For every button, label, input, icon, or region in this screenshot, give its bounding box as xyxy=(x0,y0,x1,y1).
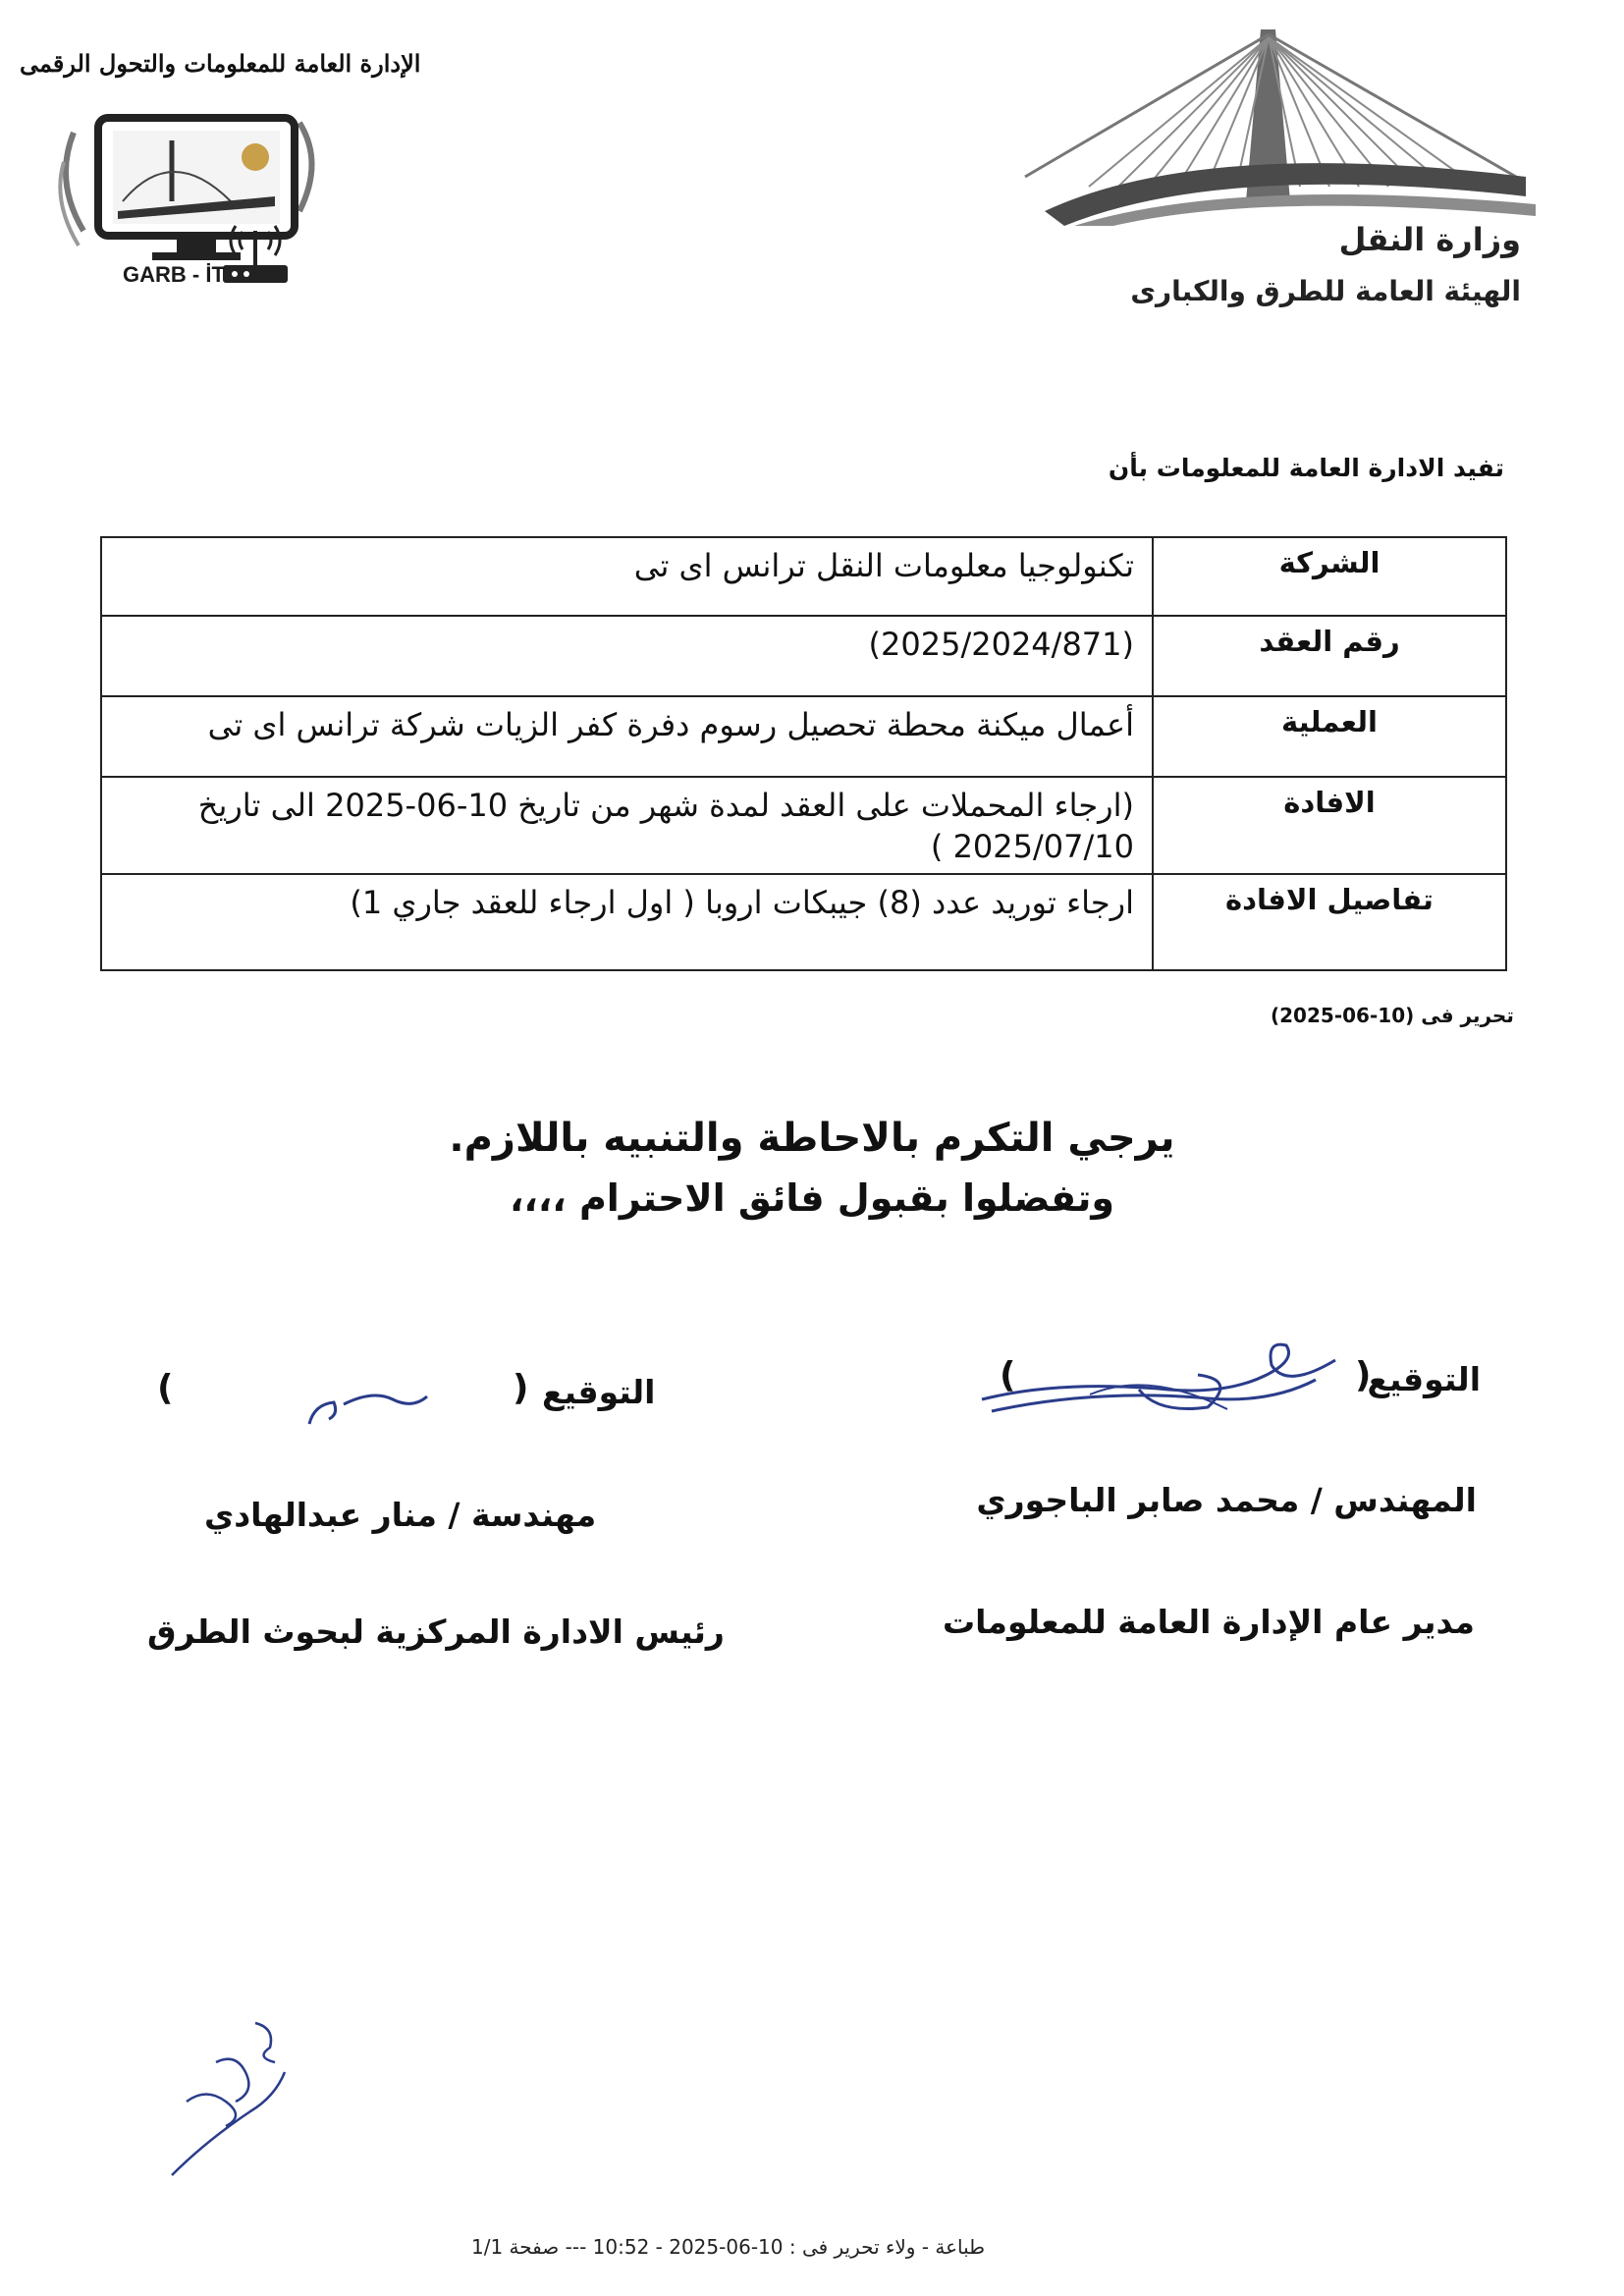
table-row xyxy=(101,696,1506,777)
right-close-paren: ) xyxy=(1000,1355,1016,1395)
right-signer-name: المهندس / محمد صابر الباجوري xyxy=(976,1481,1477,1519)
left-signature-icon xyxy=(295,1375,442,1434)
contract-value: (2025/2024/871) xyxy=(101,616,1153,696)
info-table xyxy=(100,536,1507,971)
it-department-logo xyxy=(20,44,421,300)
right-signature-icon xyxy=(972,1321,1345,1429)
table-row xyxy=(101,537,1506,616)
closing-line-1: يرجي التكرم بالاحاطة والتنبيه باللازم. xyxy=(449,1116,1175,1161)
details-value: ارجاء توريد عدد (8) جيبكات اروبا ( اول ارجاء للعقد جاري 1) xyxy=(101,874,1153,970)
left-signer-title: رئيس الادارة المركزية لبحوث الطرق xyxy=(147,1613,725,1651)
closing-line-2: وتفضلوا بقبول فائق الاحترام ،،،، xyxy=(509,1176,1115,1220)
print-footer: طباعة - ولاء تحرير فى : 10-06-2025 - 10:52 --- صفحة 1/1 xyxy=(471,2235,986,2259)
company-label: الشركة xyxy=(1153,537,1506,616)
handwritten-note-icon xyxy=(157,2003,295,2180)
statement-value: (ارجاء المحملات على العقد لمدة شهر من تاريخ 10-06-2025 الى تاريخ 2025/07/10 ) xyxy=(101,777,1153,874)
table-row xyxy=(101,874,1506,970)
bridge-emblem-icon xyxy=(1005,29,1555,226)
company-value: تكنولوجيا معلومات النقل ترانس اى تى xyxy=(101,537,1153,616)
ministry-name: وزارة النقل xyxy=(1338,221,1521,258)
details-label: تفاصيل الافادة xyxy=(1153,874,1506,970)
ministry-logo xyxy=(1005,29,1555,307)
left-sign-label: التوقيع xyxy=(542,1373,656,1411)
left-signer-name: مهندسة / منار عبدالهادي xyxy=(204,1496,597,1534)
it-department-name: الإدارة العامة للمعلومات والتحول الرقمى xyxy=(20,49,421,78)
statement-label: الافادة xyxy=(1153,777,1506,874)
authority-name: الهيئة العامة للطرق والكبارى xyxy=(1130,275,1521,307)
work-label: العملية xyxy=(1153,696,1506,777)
left-close-paren: ) xyxy=(157,1368,174,1408)
right-sign-label: التوقيع xyxy=(1367,1360,1481,1398)
table-row xyxy=(101,616,1506,696)
work-value: أعمال ميكنة محطة تحصيل رسوم دفرة كفر الزيات شركة ترانس اى تى xyxy=(101,696,1153,777)
right-signer-title: مدير عام الإدارة العامة للمعلومات xyxy=(942,1603,1475,1641)
contract-label: رقم العقد xyxy=(1153,616,1506,696)
router-antenna-icon xyxy=(221,206,290,290)
right-open-paren: ( xyxy=(1355,1355,1372,1395)
issued-date: تحرير فى (10-06-2025) xyxy=(1271,1004,1514,1027)
intro-text: تفيد الادارة العامة للمعلومات بأن xyxy=(1108,454,1504,482)
table-row xyxy=(101,777,1506,874)
it-code: GARB - İT xyxy=(123,262,225,287)
left-open-paren: ( xyxy=(513,1368,529,1408)
